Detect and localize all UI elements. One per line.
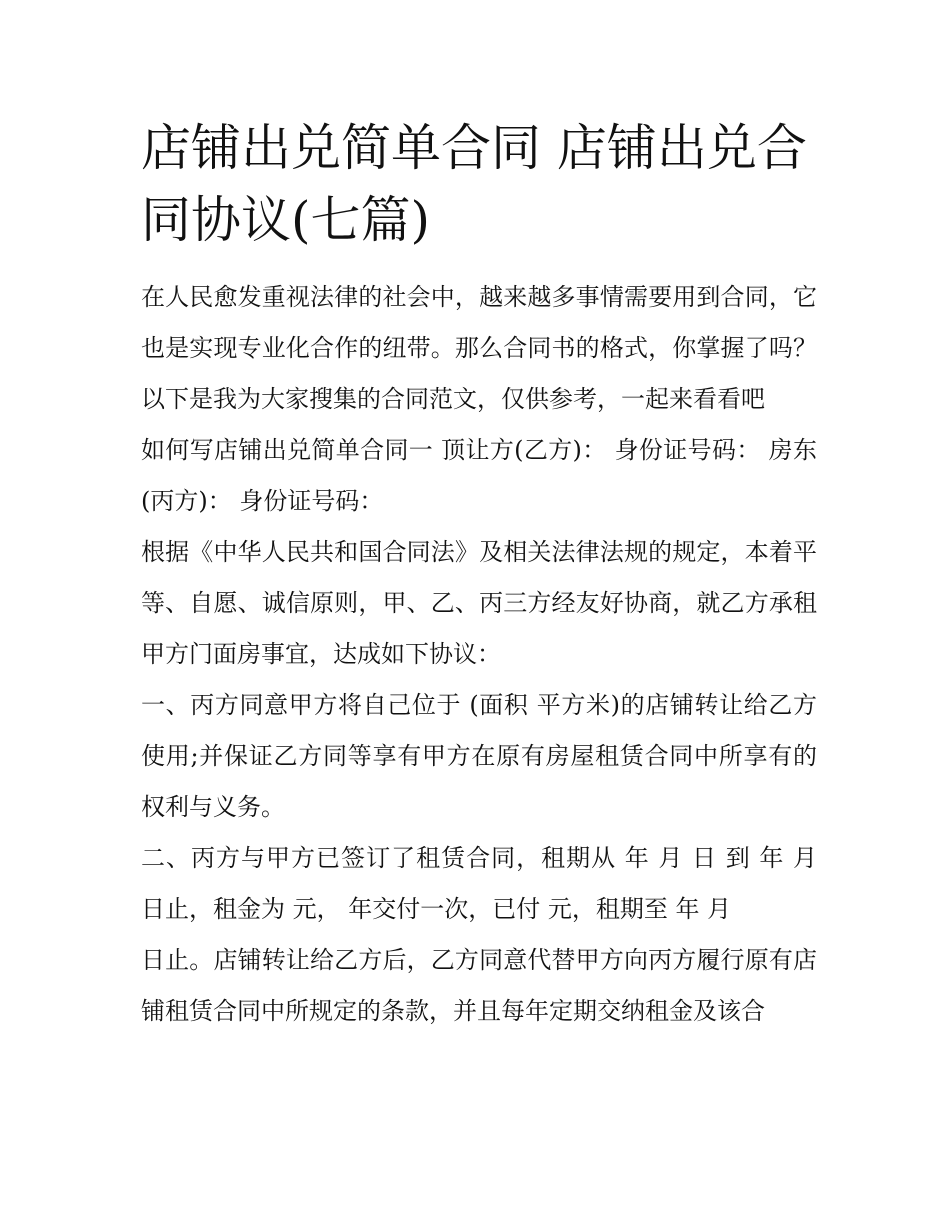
paragraph-parties: 如何写店铺出兑简单合同一 顶让方(乙方)： 身份证号码： 房东(丙方)： 身份证号码： <box>141 436 817 515</box>
document-body <box>141 112 817 1037</box>
paragraph-clause-2-continued: 日止。店铺转让给乙方后，乙方同意代替甲方向丙方履行原有店铺租赁合同中所规定的条款，并且每年定期交纳租金及该合 <box>141 946 817 1025</box>
paragraph-clause-1: 一、丙方同意甲方将自己位于 (面积 平方米)的店铺转让给乙方使用;并保证乙方同等享有甲方在原有房屋租赁合同中所享有的权利与义务。 <box>141 691 817 821</box>
paragraph-clause-2: 二、丙方与甲方已签订了租赁合同，租期从 年 月 日 到 年 月 日止，租金为 元， 年交付一次，已付 元，租期至 年 月 <box>141 844 817 923</box>
paragraph-basis: 根据《中华人民共和国合同法》及相关法律法规的规定，本着平等、自愿、诚信原则，甲、乙、丙三方经友好协商，就乙方承租甲方门面房事宜，达成如下协议： <box>141 538 817 668</box>
document-title: 店铺出兑简单合同 店铺出兑合同协议(七篇) <box>141 119 807 249</box>
paragraph-intro: 在人民愈发重视法律的社会中，越来越多事情需要用到合同，它也是实现专业化合作的纽带。那么合同书的格式，你掌握了吗？以下是我为大家搜集的合同范文，仅供参考，一起来看看吧 <box>141 283 817 413</box>
paragraph-list <box>141 272 817 1037</box>
